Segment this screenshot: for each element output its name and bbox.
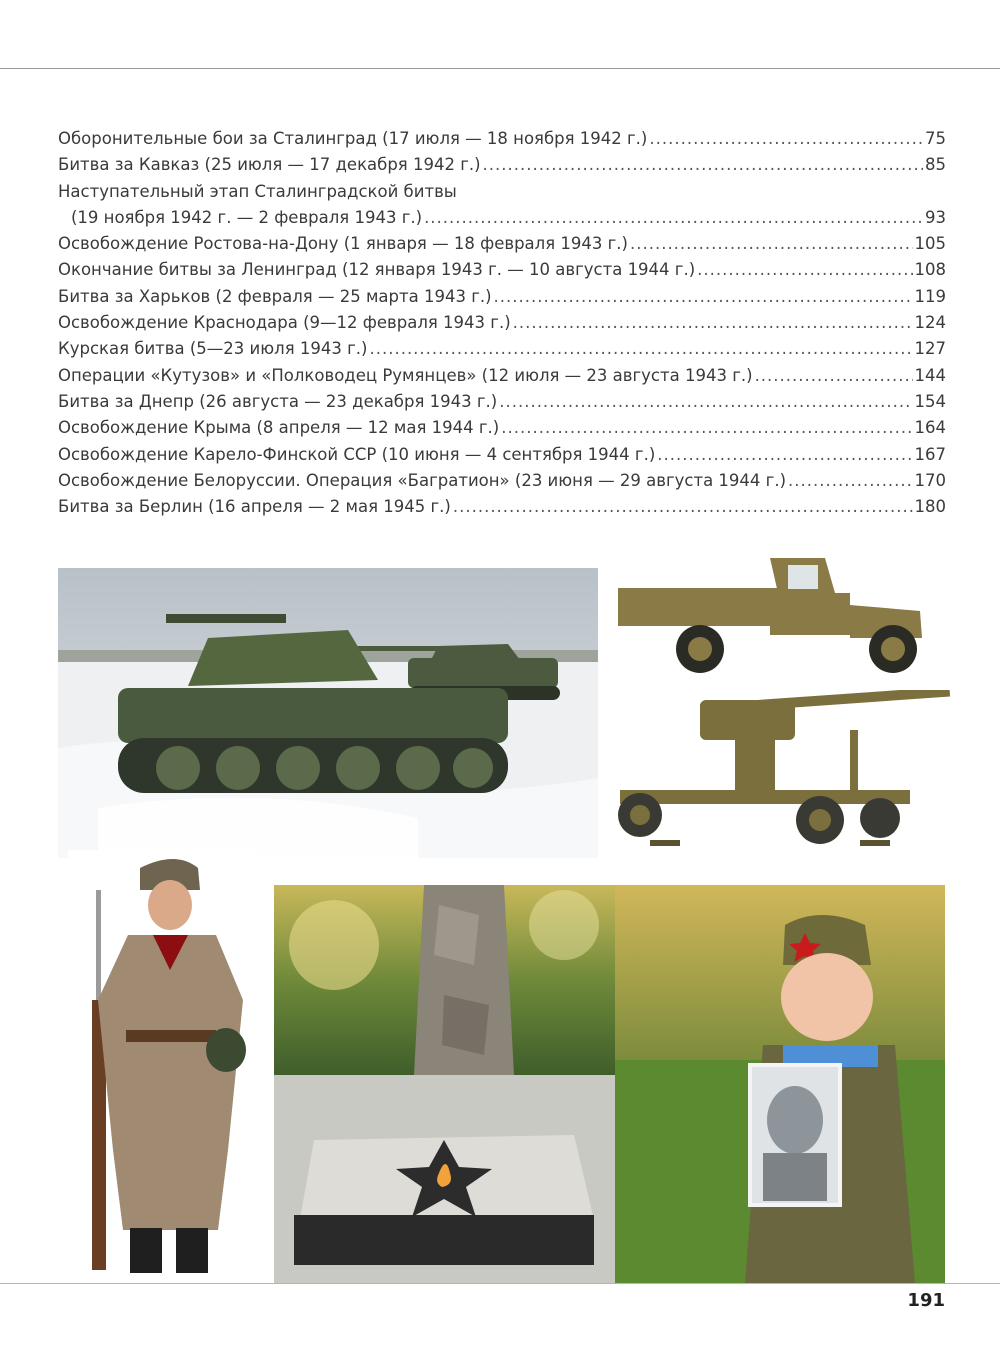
toc-entry[interactable] [58,205,946,231]
toc-entry[interactable] [58,310,946,336]
toc-entry-title: Окончание битвы за Ленинград (12 января 1943 г. — 10 августа 1944 г.) [58,260,696,280]
toc-entry-title: Оборонительные бои за Сталинград (17 июля — 18 ноября 1942 г.) [58,129,648,148]
dot-leader [369,336,912,362]
toc-entry-page: 124 [914,313,946,333]
toc-entry-title: Битва за Берлин (16 апреля — 2 мая 1945 г.) [58,497,451,517]
toc-entry-title: Наступательный этап Сталинградской битвы [58,181,457,201]
dot-leader [499,389,912,415]
toc-entry-page: 75 [925,129,946,148]
table-of-contents [58,126,946,520]
toc-entry[interactable] [58,494,946,520]
dot-leader [453,494,913,520]
toc-entry-title: Освобождение Ростова-на-Дону (1 января — 18 февраля 1943 г.) [58,234,628,254]
toc-entry-page: 170 [914,470,946,490]
dot-leader [788,468,912,494]
dot-leader [513,310,913,336]
dot-leader [657,442,912,468]
toc-entry-page: 85 [925,155,946,175]
toc-entry-page: 127 [914,339,946,359]
toc-entry-page: 93 [925,207,946,227]
toc-entry-first-line[interactable] [58,179,946,205]
toc-entry-page: 119 [914,286,946,306]
toc-entry-title: Курская битва (5—23 июля 1943 г.) [58,339,368,359]
toc-entry[interactable] [58,363,946,389]
truck-photo [610,553,940,678]
bottom-rule [0,1283,1000,1284]
dot-leader [494,284,913,310]
truck-illustration [610,553,940,678]
toc-entry[interactable] [58,442,946,468]
toc-entry-page: 105 [914,234,946,254]
toc-entry-page: 167 [914,444,946,464]
dot-leader [501,415,912,441]
toc-entry-title: Освобождение Крыма (8 апреля — 12 мая 1944 г.) [58,418,500,438]
dot-leader [483,152,923,178]
toc-entry-title: Освобождение Краснодара (9—12 февраля 1943 г.) [58,313,511,333]
toc-entry[interactable] [58,415,946,441]
eternal-flame-illustration [274,885,615,1283]
tank-photo [58,568,598,858]
toc-entry[interactable] [58,152,946,178]
child-illustration [615,885,945,1283]
toc-entry[interactable] [58,257,946,283]
toc-entry[interactable] [58,126,946,152]
dot-leader [649,126,923,152]
toc-entry[interactable] [58,231,946,257]
anti-aircraft-gun-photo [610,690,955,855]
toc-entry-title: Битва за Харьков (2 февраля — 25 марта 1943 г.) [58,286,492,306]
top-rule [0,68,1000,69]
toc-entry-title: Битва за Кавказ (25 июля — 17 декабря 1942 г.) [58,155,481,175]
soldier-photo [68,850,260,1285]
toc-entry-page: 108 [914,260,946,280]
toc-entry[interactable] [58,389,946,415]
soldier-illustration [68,850,260,1285]
dot-leader [424,205,923,231]
page-number: 191 [907,1290,945,1311]
toc-entry-title: Освобождение Белоруссии. Операция «Багратион» (23 июня — 29 августа 1944 г.) [58,470,787,490]
toc-entry-title: Освобождение Карело-Финской ССР (10 июня — 4 сентября 1944 г.) [58,444,656,464]
toc-entry[interactable] [58,468,946,494]
dot-leader [630,231,913,257]
toc-entry-title: Операции «Кутузов» и «Полководец Румянцев» (12 июля — 23 августа 1943 г.) [58,365,753,385]
toc-entry-page: 144 [914,365,946,385]
dot-leader [755,363,913,389]
toc-entry-page: 180 [914,497,946,517]
toc-entry[interactable] [58,336,946,362]
toc-entry-page: 164 [914,418,946,438]
dot-leader [697,257,912,283]
gun-illustration [610,690,955,855]
child-with-portrait-photo [615,885,945,1283]
toc-entry-title: Битва за Днепр (26 августа — 23 декабря 1943 г.) [58,391,498,411]
toc-entry-continuation: (19 ноября 1942 г. — 2 февраля 1943 г.) [71,207,423,227]
toc-entry-page: 154 [914,391,946,411]
tank-illustration [58,568,598,858]
eternal-flame-photo [274,885,615,1283]
toc-entry[interactable] [58,284,946,310]
